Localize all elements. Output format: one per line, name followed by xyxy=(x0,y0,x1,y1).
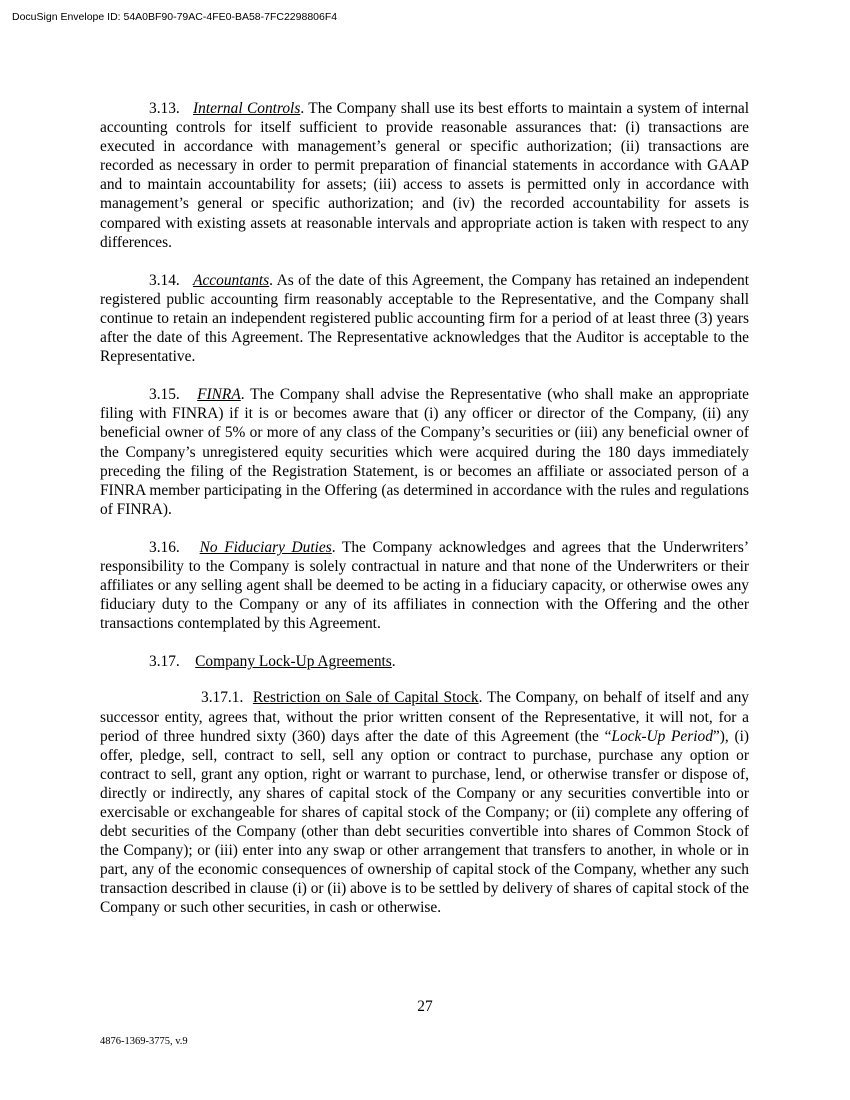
paragraph-heading: Internal Controls xyxy=(193,100,301,117)
paragraph-3-15 xyxy=(100,385,749,519)
paragraph-3-16 xyxy=(100,538,749,633)
section-title-suffix: . xyxy=(391,653,396,671)
paragraph-text-before: . The Company, on behalf of itself and any successor entity, agrees that, without the prior written consent of the Representative, it will not, for a period of three hundred sixty (360) days after the date of this Agreement (the “ xyxy=(100,689,749,745)
paragraph-3-17-1 xyxy=(100,688,749,917)
paragraph-heading: FINRA xyxy=(197,386,241,404)
paragraph-number: 3.13. xyxy=(149,100,180,117)
defined-term: Lock-Up Period xyxy=(611,727,713,745)
paragraph-text: . The Company shall advise the Representative (who shall make an appropriate filing with FINRA) if it is or becomes aware that (i) any officer or director of the Company, (ii) any beneficial owner of 5% or more of any class of the Company’s securities or (iii) any beneficial owner of the Company’s unregistered equity securities which were acquired during the 180 days immediately preceding the filing of the Registration Statement, is or becomes an affiliate or associated person of a FINRA member participating in the Offering (as determined in accordance with the rules and regulations of FINRA). xyxy=(100,386,749,518)
paragraph-text: . As of the date of this Agreement, the Company has retained an independent registered public accounting firm reasonably acceptable to the Representative, and the Company shall continue to retain an independent registered public accounting firm for a period of at least three (3) years after the date of this Agreement. The Representative acknowledges that the Auditor is acceptable to the Representative. xyxy=(100,271,750,366)
paragraph-text: . The Company shall use its best efforts to maintain a system of internal accounting controls for itself sufficient to provide reasonable assurances that: (i) transactions are executed in accordance with management’s general or specific authorization; (ii) transactions are recorded as necessary in order to permit preparation of financial statements in accordance with GAAP and to maintain accountability for assets; (iii) access to assets is permitted only in accordance with management’s general or specific authorization; and (iv) the recorded accountability for assets is compared with existing assets at reasonable intervals and appropriate action is taken with respect to any differences. xyxy=(100,100,750,251)
paragraph-heading: Restriction on Sale of Capital Stock xyxy=(252,689,479,707)
paragraph-text-after: ”), (i) offer, pledge, sell, contract to sell, sell any option or contract to purchase, purchase any option or contract to sell, grant any option, right or warrant to purchase, lend, or otherwise transfer or dispose of, directly or indirectly, any shares of capital stock of the Company or any securities convertible into or exercisable or exchangeable for shares of capital stock of the Company; or (ii) complete any offering of debt securities of the Company (other than debt securities convertible into shares of Common Stock of the Company); or (iii) enter into any swap or other arrangement that transfers to another, in whole or in part, any of the economic consequences of ownership of capital stock of the Company, whether any such transaction described in clause (i) or (ii) above is to be settled by delivery of shares of capital stock of the Company or such other securities, in cash or otherwise. xyxy=(100,727,749,917)
section-title: Company Lock-Up Agreements xyxy=(195,653,392,671)
paragraph-text: . The Company acknowledges and agrees that the Underwriters’ responsibility to the Company is solely contractual in nature and that none of the Underwriters or their affiliates or any selling agent shall be deemed to be acting in a fiduciary capacity, or otherwise owes any fiduciary duty to the Company or any of its affiliates in connection with the Offering and the other transactions contemplated by this Agreement. xyxy=(100,538,750,633)
section-number: 3.17. xyxy=(149,653,180,671)
paragraph-number: 3.17.1. xyxy=(201,689,244,707)
paragraph-3-14 xyxy=(100,271,749,366)
paragraph-number: 3.15. xyxy=(149,386,180,404)
paragraph-number: 3.16. xyxy=(149,538,180,556)
page-number: 27 xyxy=(417,998,433,1015)
paragraph-number: 3.14. xyxy=(149,271,180,289)
section-3-17-heading xyxy=(149,652,749,671)
document-body xyxy=(100,99,749,918)
document-id: 4876-1369-3775, v.9 xyxy=(100,1036,188,1047)
paragraph-heading: No Fiduciary Duties xyxy=(199,538,332,556)
envelope-id: DocuSign Envelope ID: 54A0BF90-79AC-4FE0-BA58-7FC2298806F4 xyxy=(12,11,338,23)
paragraph-3-13 xyxy=(100,99,749,252)
paragraph-heading: Accountants xyxy=(193,271,270,289)
